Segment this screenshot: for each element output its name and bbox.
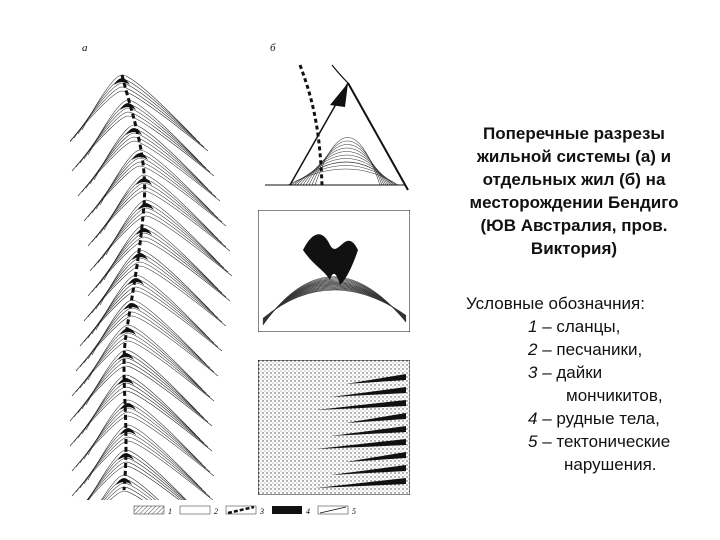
legend-swatch-1 [134, 506, 164, 514]
legend-item-text: – сланцы, [537, 317, 621, 336]
legend-item-text: – рудные тела, [537, 409, 660, 428]
fold-line [82, 379, 200, 439]
fold-line [102, 204, 220, 264]
legend-item-num: 4 [528, 409, 538, 428]
legend-notes [452, 292, 712, 476]
saddle-reef [120, 403, 136, 410]
caption-line: Поперечные разрезы [483, 124, 665, 143]
legend-item-num: 2 [528, 340, 538, 359]
legend-item-num: 3 [528, 363, 538, 382]
vein-section-b2 [258, 210, 410, 332]
legend-item-text: – песчаники, [537, 340, 643, 359]
legend-swatch-4 [272, 506, 302, 514]
vein-b2-drawing [258, 210, 410, 332]
saddle-reef [136, 228, 152, 235]
fold-line [78, 141, 220, 201]
fault-line [332, 65, 348, 83]
saddle-reef [118, 353, 134, 360]
caption-line: Виктория) [530, 239, 618, 258]
fault-line [348, 83, 408, 190]
fold-line [263, 290, 406, 318]
legend-swatch-2 [180, 506, 210, 514]
figure-legend-strip [130, 502, 370, 518]
fold-line [92, 187, 226, 247]
legend-num-2: 2 [214, 507, 218, 516]
fold-line [90, 129, 208, 189]
legend-item-num: 1 [528, 317, 538, 336]
caption-line: отдельных жил (б) на [482, 170, 666, 189]
fold-line [74, 387, 208, 447]
legend-item-num: 5 [528, 432, 538, 451]
fold-line [88, 162, 222, 222]
legend-item-text: – дайки [537, 363, 603, 382]
caption-line: месторождении Бендиго [469, 193, 679, 212]
fold-line [88, 191, 230, 251]
fold-line [70, 91, 208, 151]
saddle-reef [118, 378, 134, 385]
vein-b3-drawing [258, 360, 410, 495]
legend-symbols [130, 502, 370, 518]
figure-caption [436, 122, 712, 260]
legend-title: Условные обозначния: [466, 294, 645, 313]
vein-system-section-a [70, 45, 242, 500]
legend-num-5: 5 [352, 507, 356, 516]
saddle-reef [120, 428, 136, 435]
fold-line [72, 116, 214, 176]
ore-body [303, 234, 358, 285]
saddle-reef [126, 128, 142, 135]
caption-line: (ЮВ Австралия, пров. [480, 216, 668, 235]
saddle-reef [120, 103, 136, 110]
fold-line [84, 429, 202, 489]
fold-line [70, 366, 212, 426]
legend-num-1: 1 [168, 507, 172, 516]
vein-b1-drawing [260, 45, 410, 195]
fold-line [263, 289, 406, 319]
saddle-reef [138, 203, 154, 210]
fold-line [82, 137, 216, 197]
fold-line [84, 166, 226, 226]
legend-item-text: нарушения. [564, 455, 657, 474]
saddle-reef [132, 153, 148, 160]
vein-section-b3 [258, 360, 410, 495]
fold-line [92, 237, 226, 297]
fold-line [70, 87, 204, 147]
fold-line [100, 179, 218, 239]
panel-label-b: б [270, 42, 276, 54]
vein-system-drawing [70, 45, 242, 500]
legend-item-text: – тектонические [537, 432, 671, 451]
panel-label-a: а [82, 42, 88, 54]
vein-section-b1 [260, 45, 410, 195]
fold-line [84, 404, 202, 464]
saddle-reef [132, 253, 148, 260]
caption-line: жильной системы (а) и [476, 147, 672, 166]
fold-line [70, 391, 212, 451]
legend-item-text: мончикитов, [566, 386, 663, 405]
fold-line [74, 362, 208, 422]
fold-line [82, 354, 200, 414]
legend-num-3: 3 [260, 507, 264, 516]
legend-num-4: 4 [306, 507, 310, 516]
